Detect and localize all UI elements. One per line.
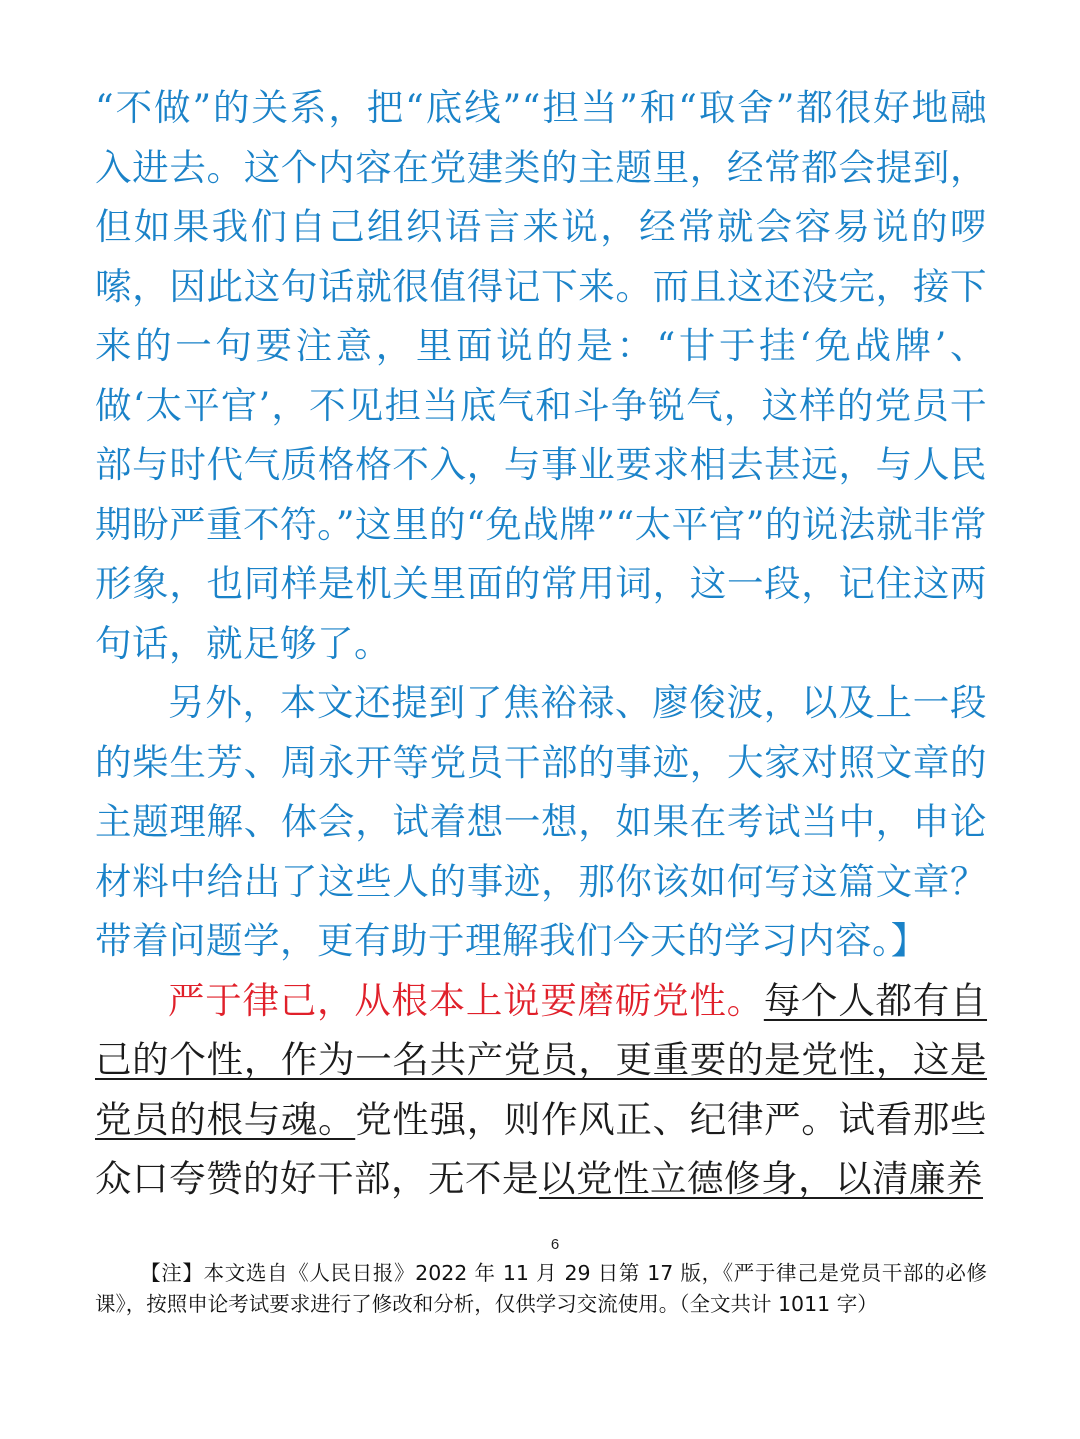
plain-sentence: 党性强，则作风正、纪律严。试看那些众口夸赞的好干部，无不是 [95, 1097, 988, 1200]
paragraph-heading: 严于律己，从根本上说要磨砺党性。 [168, 978, 764, 1022]
article-paragraph [95, 971, 987, 1209]
article-body [95, 78, 987, 1209]
page-number: 6 [550, 1236, 560, 1253]
footnote-text: 【注】本文选自《人民日报》2022 年 11 月 29 日第 17 版，《严于律己是党员干部的必修课》，按照申论考试要求进行了修改和分析，仅供学习交流使用。（全文共计 1011 字） [95, 1261, 987, 1316]
underlined-sentence-1: 每个人都有自己的个性，作为一名共产党员，更重要的是党性，这是党员的根与魂。 [95, 978, 988, 1141]
footnote [95, 1258, 987, 1320]
commentary-paragraph-2: 另外，本文还提到了焦裕禄、廖俊波，以及上一段的柴生芳、周永开等党员干部的事迹，大家对照文章的主题理解、体会，试着想一想，如果在考试当中，申论材料中给出了这些人的事迹，那你该如何写这篇文章？带着问题学，更有助于理解我们今天的学习内容。】 [95, 681, 987, 962]
commentary-paragraph-1: “不做”的关系，把“底线”“担当”和“取舍”都很好地融入进去。这个内容在党建类的主题里，经常都会提到，但如果我们自己组织语言来说，经常就会容易说的啰嗦，因此这句话就很值得记下来。而且这还没完，接下来的一句要注意，里面说的是：“甘于挂‘免战牌’、做‘太平官’，不见担当底气和斗争锐气，这样的党员干部与时代气质格格不入，与事业要求相去甚远，与人民期盼严重不符。”这里的“免战牌”“太平官”的说法就非常形象，也同样是机关里面的常用词，这一段，记住这两句话，就足够了。 [95, 86, 987, 665]
underlined-sentence-2: 以党性立德修身，以清廉养 [539, 1157, 983, 1200]
